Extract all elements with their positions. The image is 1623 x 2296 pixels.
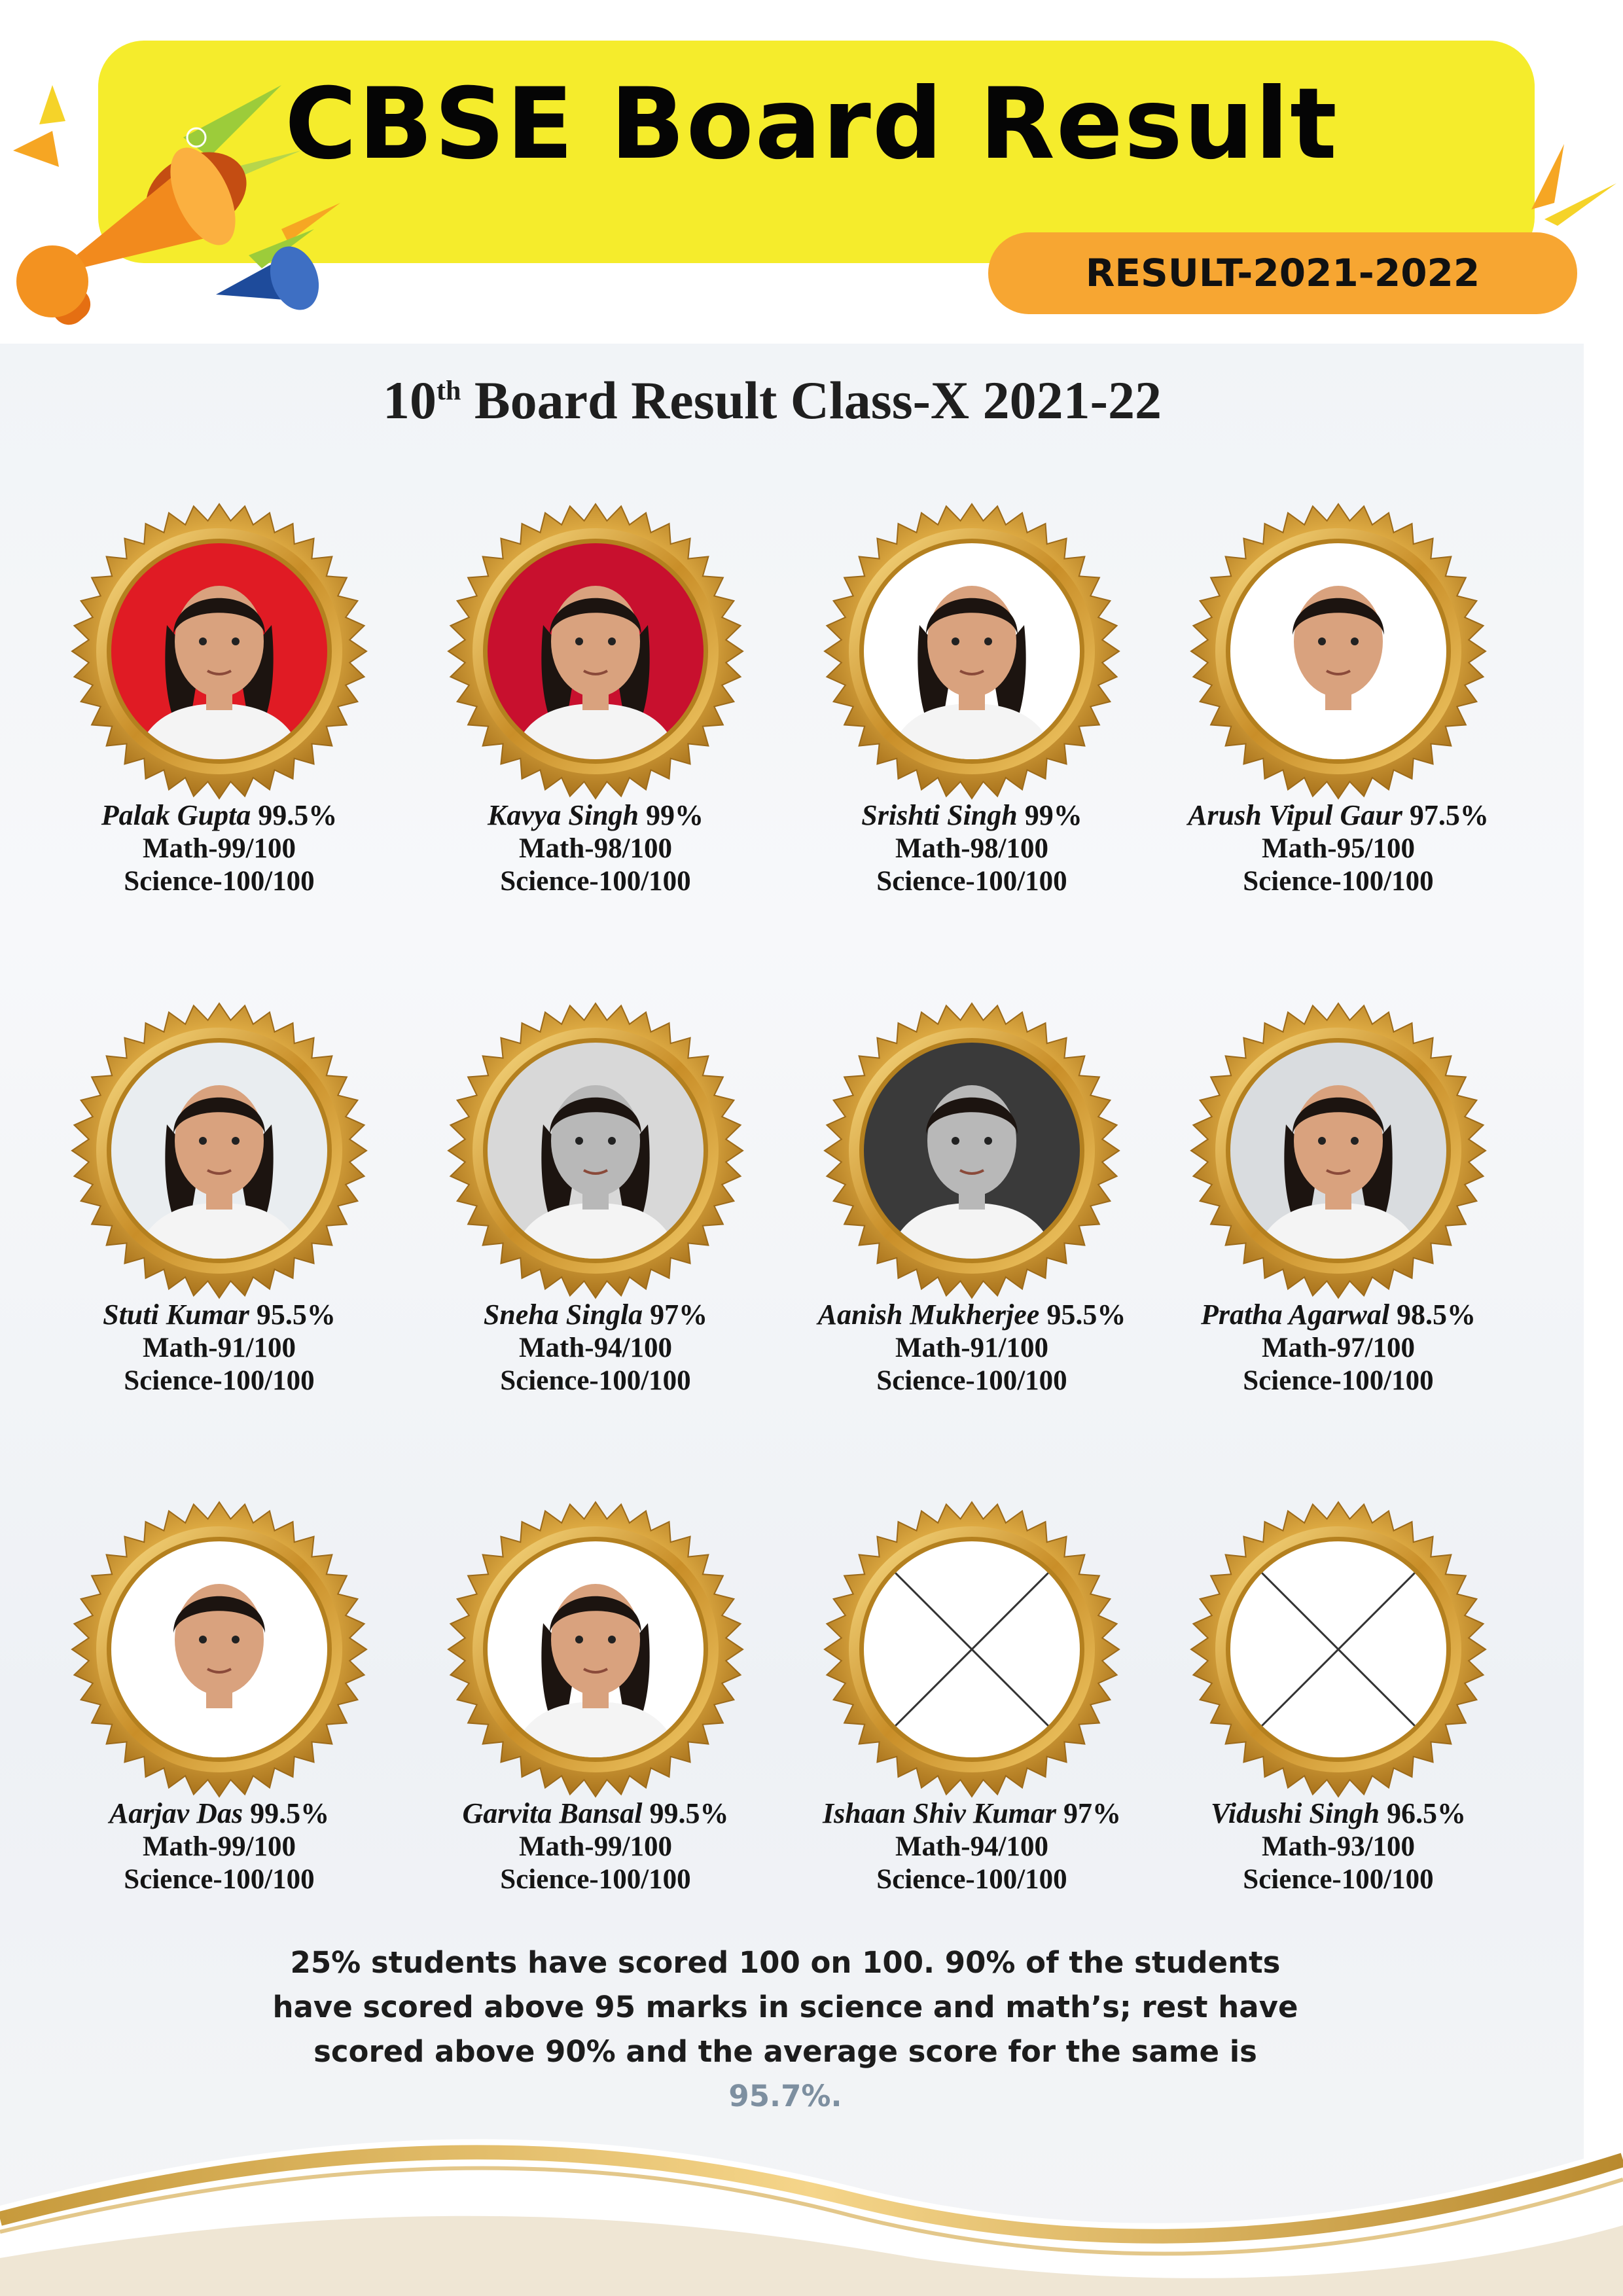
student-info xyxy=(815,1797,1129,1896)
student-name: Sneha Singla xyxy=(483,1299,643,1331)
student-info xyxy=(62,1797,376,1896)
burst-icon xyxy=(1518,137,1623,236)
science-score: Science-100/100 xyxy=(500,866,691,897)
student-name: Palak Gupta xyxy=(101,799,251,831)
student-percent: 97% xyxy=(650,1299,708,1331)
student-info xyxy=(1181,1298,1495,1397)
student-percent: 95.5% xyxy=(1046,1299,1126,1331)
math-score: Math-98/100 xyxy=(518,833,673,864)
student-name-line xyxy=(62,1298,376,1332)
science-score: Science-100/100 xyxy=(876,866,1067,897)
student-photo xyxy=(815,494,1129,808)
student-name-line xyxy=(438,798,753,833)
student-name: Aarjav Das xyxy=(109,1797,243,1829)
student-name: Garvita Bansal xyxy=(462,1797,643,1829)
student-info xyxy=(438,1298,753,1397)
student-card xyxy=(438,1492,753,1911)
student-percent: 99.5% xyxy=(258,799,338,831)
student-card xyxy=(62,994,376,1412)
student-photo xyxy=(62,994,376,1308)
science-score: Science-100/100 xyxy=(1243,866,1434,897)
student-info xyxy=(438,798,753,898)
student-photo xyxy=(62,494,376,808)
student-name-line xyxy=(1181,798,1495,833)
math-score: Math-95/100 xyxy=(1261,833,1416,864)
student-name-line xyxy=(1181,1797,1495,1831)
student-percent: 99% xyxy=(646,799,704,831)
student-photo xyxy=(438,494,753,808)
math-score: Math-91/100 xyxy=(142,1333,296,1363)
average-score: 95.7%. xyxy=(728,2079,842,2113)
student-card xyxy=(62,1492,376,1911)
student-info xyxy=(815,798,1129,898)
student-card xyxy=(1181,494,1495,913)
student-name-line xyxy=(815,1298,1129,1332)
student-name-line xyxy=(62,1797,376,1831)
math-score: Math-91/100 xyxy=(895,1333,1049,1363)
math-score: Math-98/100 xyxy=(895,833,1049,864)
student-name: Kavya Singh xyxy=(487,799,639,831)
student-percent: 97% xyxy=(1063,1797,1122,1829)
student-card xyxy=(1181,994,1495,1412)
student-percent: 99% xyxy=(1024,799,1082,831)
decorative-wave xyxy=(0,2094,1623,2296)
student-info xyxy=(815,1298,1129,1397)
student-name-line xyxy=(815,798,1129,833)
student-name: Stuti Kumar xyxy=(103,1299,249,1331)
student-photo xyxy=(62,1492,376,1806)
student-percent: 95.5% xyxy=(256,1299,336,1331)
student-name: Aanish Mukherjee xyxy=(817,1299,1040,1331)
student-card xyxy=(815,994,1129,1412)
student-name: Ishaan Shiv Kumar xyxy=(822,1797,1057,1829)
science-score: Science-100/100 xyxy=(1243,1365,1434,1396)
science-score: Science-100/100 xyxy=(500,1864,691,1895)
science-score: Science-100/100 xyxy=(124,866,315,897)
math-score: Math-94/100 xyxy=(895,1831,1049,1862)
student-name-line xyxy=(1181,1298,1495,1332)
science-score: Science-100/100 xyxy=(500,1365,691,1396)
math-score: Math-99/100 xyxy=(518,1831,673,1862)
math-score: Math-99/100 xyxy=(142,1831,296,1862)
title-superscript: th xyxy=(437,376,461,406)
result-year-label: RESULT-2021-2022 xyxy=(1085,251,1480,295)
result-year-badge xyxy=(988,232,1577,314)
student-info xyxy=(1181,1797,1495,1896)
page-title xyxy=(0,370,1544,431)
student-card xyxy=(815,1492,1129,1911)
student-name: Arush Vipul Gaur xyxy=(1188,799,1402,831)
student-name-line xyxy=(815,1797,1129,1831)
math-score: Math-93/100 xyxy=(1261,1831,1416,1862)
student-name: Pratha Agarwal xyxy=(1200,1299,1390,1331)
student-name: Vidushi Singh xyxy=(1210,1797,1380,1829)
student-name: Srishti Singh xyxy=(861,799,1018,831)
student-percent: 97.5% xyxy=(1409,799,1489,831)
student-percent: 98.5% xyxy=(1397,1299,1476,1331)
summary-body: 25% students have scored 100 on 100. 90% of the students have scored above 95 marks in science and math’s; rest have scored above 90% and the average score for the same is xyxy=(272,1945,1298,2069)
student-card xyxy=(1181,1492,1495,1911)
student-info xyxy=(62,798,376,898)
student-info xyxy=(1181,798,1495,898)
student-card xyxy=(62,494,376,913)
student-photo xyxy=(1181,994,1495,1308)
student-name-line xyxy=(62,798,376,833)
student-name-line xyxy=(438,1298,753,1332)
math-score: Math-94/100 xyxy=(518,1333,673,1363)
science-score: Science-100/100 xyxy=(124,1365,315,1396)
student-percent: 99.5% xyxy=(649,1797,729,1829)
science-score: Science-100/100 xyxy=(1243,1864,1434,1895)
student-photo xyxy=(1181,494,1495,808)
student-card xyxy=(438,994,753,1412)
megaphone-icon xyxy=(0,59,353,347)
student-info xyxy=(438,1797,753,1896)
student-photo xyxy=(438,1492,753,1806)
title-text: Board Result Class-X 2021-22 xyxy=(461,370,1162,430)
math-score: Math-97/100 xyxy=(1261,1333,1416,1363)
student-percent: 99.5% xyxy=(250,1797,330,1829)
student-photo xyxy=(815,994,1129,1308)
student-percent: 96.5% xyxy=(1387,1797,1467,1829)
student-card xyxy=(438,494,753,913)
math-score: Math-99/100 xyxy=(142,833,296,864)
science-score: Science-100/100 xyxy=(876,1365,1067,1396)
science-score: Science-100/100 xyxy=(876,1864,1067,1895)
science-score: Science-100/100 xyxy=(124,1864,315,1895)
photo-placeholder xyxy=(1181,1492,1495,1806)
header-title: CBSE Board Result xyxy=(285,67,1338,181)
student-photo xyxy=(438,994,753,1308)
student-name-line xyxy=(438,1797,753,1831)
student-info xyxy=(62,1298,376,1397)
title-prefix: 10 xyxy=(383,370,437,430)
student-card xyxy=(815,494,1129,913)
photo-placeholder xyxy=(815,1492,1129,1806)
summary-text xyxy=(262,1941,1309,2119)
